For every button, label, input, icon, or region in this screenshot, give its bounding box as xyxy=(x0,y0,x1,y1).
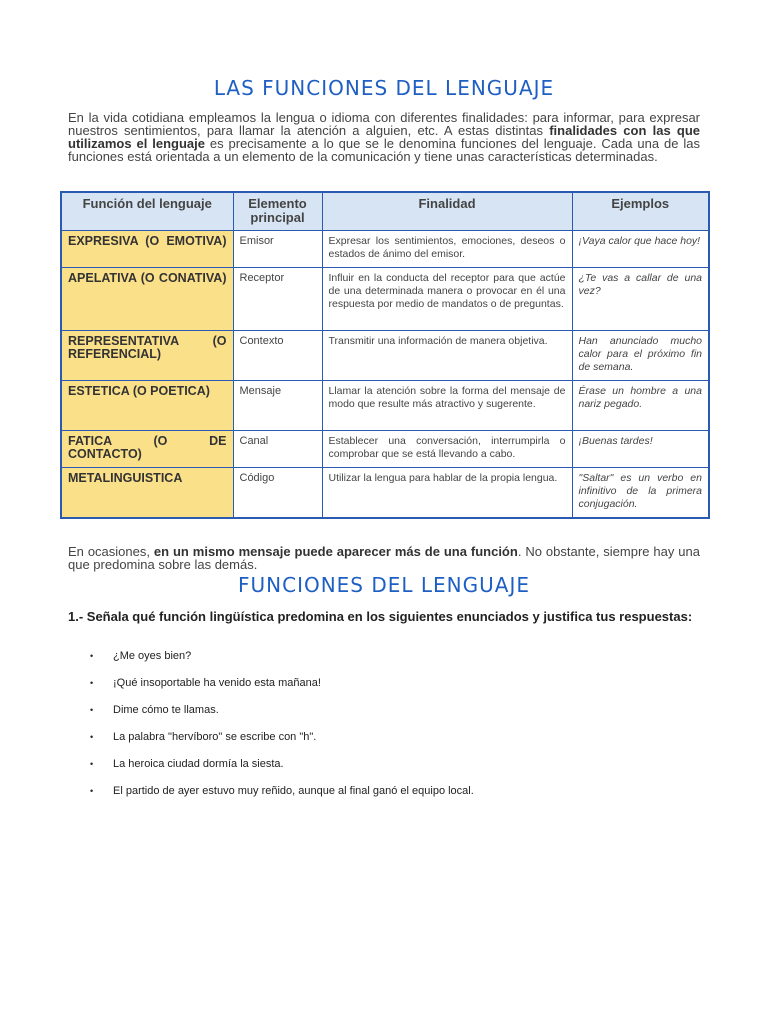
intro-paragraph xyxy=(68,111,700,163)
cell-ejemplo: Han anunciado mucho calor para el próximo fin de semana. xyxy=(572,331,709,381)
bullet-icon: • xyxy=(90,678,94,688)
cell-elemento: Emisor xyxy=(233,231,322,268)
header-elemento: Elemento principal xyxy=(233,192,322,231)
note-paragraph xyxy=(68,545,700,571)
cell-funcion: ESTETICA (O POETICA) xyxy=(61,381,233,431)
table-row xyxy=(61,268,709,331)
bullet-icon: • xyxy=(90,759,94,769)
exercise-list xyxy=(68,643,708,805)
list-item-text: El partido de ayer estuvo muy reñido, aunque al final ganó el equipo local. xyxy=(113,785,474,797)
cell-funcion: FATICA (O DE CONTACTO) xyxy=(61,431,233,468)
cell-funcion: METALINGUISTICA xyxy=(61,468,233,518)
intro-text-1: En la vida cotidiana empleamos la lengua o idioma con diferentes finalidades: para informar, para expresar nuestros sentimientos, para llamar la atención a alguien, etc. A estas distintas xyxy=(68,110,700,138)
cell-funcion: APELATIVA (O CONATIVA) xyxy=(61,268,233,331)
list-item xyxy=(68,670,708,697)
table-header-row xyxy=(61,192,709,231)
cell-elemento: Canal xyxy=(233,431,322,468)
list-item-text: Dime cómo te llamas. xyxy=(113,704,219,716)
cell-finalidad: Llamar la atención sobre la forma del mensaje de modo que resulte más atractivo y sugerente. xyxy=(322,381,572,431)
section-title: FUNCIONES DEL LENGUAJE xyxy=(238,573,530,597)
cell-elemento: Receptor xyxy=(233,268,322,331)
list-item xyxy=(68,778,708,805)
cell-ejemplo: ¿Te vas a callar de una vez? xyxy=(572,268,709,331)
table-row xyxy=(61,468,709,518)
cell-finalidad: Transmitir una información de manera objetiva. xyxy=(322,331,572,381)
cell-elemento: Contexto xyxy=(233,331,322,381)
cell-ejemplo: Érase un hombre a una nariz pegado. xyxy=(572,381,709,431)
table-row xyxy=(61,431,709,468)
bullet-icon: • xyxy=(90,732,94,742)
list-item xyxy=(68,643,708,670)
bullet-icon: • xyxy=(90,705,94,715)
list-item-text: ¡Qué insoportable ha venido esta mañana! xyxy=(113,677,321,689)
cell-ejemplo: ¡Vaya calor que hace hoy! xyxy=(572,231,709,268)
note-bold-text: en un mismo mensaje puede aparecer más de una función xyxy=(153,544,518,559)
header-funcion: Función del lenguaje xyxy=(61,192,233,231)
page-title: LAS FUNCIONES DEL LENGUAJE xyxy=(213,76,555,100)
list-item xyxy=(68,724,708,751)
table-row xyxy=(61,331,709,381)
list-item-text: La palabra "hervíboro" se escribe con "h". xyxy=(113,731,317,743)
list-item xyxy=(68,697,708,724)
cell-funcion: EXPRESIVA (O EMOTIVA) xyxy=(61,231,233,268)
cell-ejemplo: ¡Buenas tardes! xyxy=(572,431,709,468)
list-item-text: ¿Me oyes bien? xyxy=(113,650,192,662)
cell-finalidad: Utilizar la lengua para hablar de la propia lengua. xyxy=(322,468,572,518)
bullet-icon: • xyxy=(90,786,94,796)
list-item xyxy=(68,751,708,778)
functions-table xyxy=(60,191,710,519)
cell-elemento: Código xyxy=(233,468,322,518)
cell-elemento: Mensaje xyxy=(233,381,322,431)
intro-bold-text: finalidades con las que utilizamos el lenguaje xyxy=(68,123,700,151)
cell-funcion: REPRESENTATIVA (O REFERENCIAL) xyxy=(61,331,233,381)
exercise-question: 1.- Señala qué función lingüística predomina en los siguientes enunciados y justifica tus respuestas: xyxy=(68,609,693,624)
header-finalidad: Finalidad xyxy=(322,192,572,231)
header-ejemplos: Ejemplos xyxy=(572,192,709,231)
cell-finalidad: Expresar los sentimientos, emociones, deseos o estados de ánimo del emisor. xyxy=(322,231,572,268)
table-row xyxy=(61,381,709,431)
list-item-text: La heroica ciudad dormía la siesta. xyxy=(113,758,284,770)
cell-ejemplo: "Saltar" es un verbo en infinitivo de la primera conjugación. xyxy=(572,468,709,518)
bullet-icon: • xyxy=(90,651,94,661)
note-text-2: . No obstante, siempre hay una que predomina sobre las demás. xyxy=(68,544,700,572)
note-text-1: En ocasiones, xyxy=(68,544,154,559)
intro-text-2: es precisamente a lo que se le denomina funciones del lenguaje. Cada una de las funciones está orientada a un elemento de la comunicación y tiene unas características determinadas. xyxy=(68,136,700,164)
cell-finalidad: Establecer una conversación, interrumpirla o comprobar que se está llevando a cabo. xyxy=(322,431,572,468)
cell-finalidad: Influir en la conducta del receptor para que actúe de una determinada manera o provocar en él una respuesta por medio de mandatos o de preguntas. xyxy=(322,268,572,331)
table-row xyxy=(61,231,709,268)
